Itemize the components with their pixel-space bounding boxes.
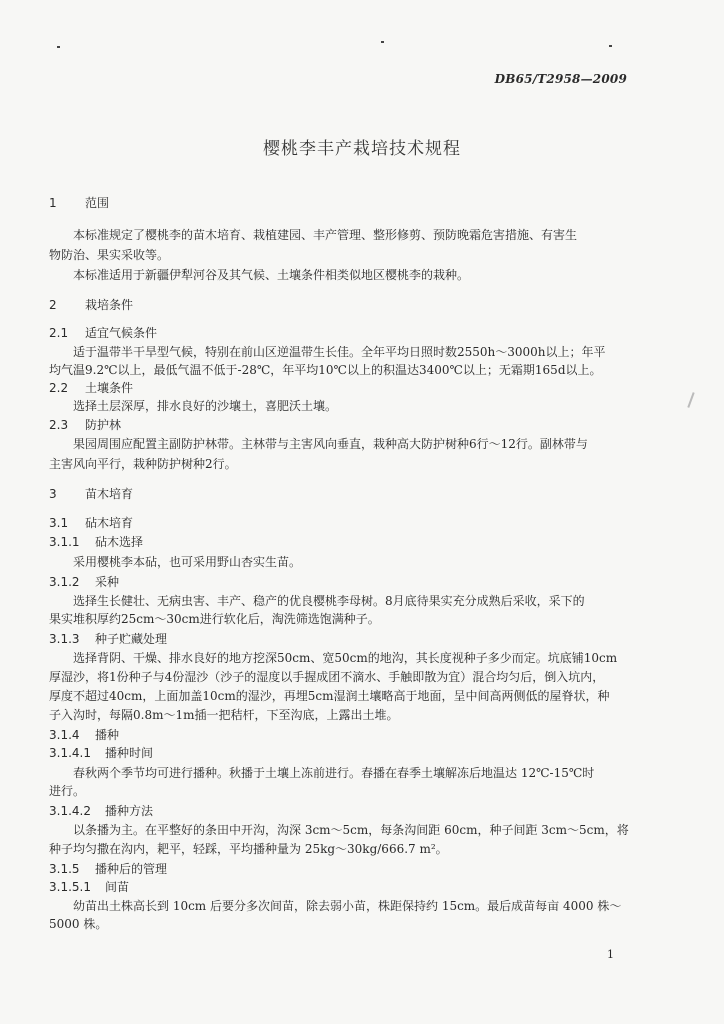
scan-speck <box>381 41 384 43</box>
paragraph-line: 5000 株。 <box>49 917 108 931</box>
paragraph-line: 选择背阴、干燥、排水良好的地方挖深50cm、宽50cm的地沟，其长度视种子多少而定。坑底铺10cm <box>73 651 618 665</box>
paragraph-line: 均气温9.2℃以上，最低气温不低于-28℃，年平均10℃以上的积温达3400℃以上；无霜期165d以上。 <box>49 363 602 377</box>
subsection-heading: 3.1.3 种子贮藏处理 <box>49 632 168 646</box>
paragraph-line: 果园周围应配置主副防护林带。主林带与主害风向垂直，栽种高大防护树种6行～12行。副林带与 <box>73 437 588 451</box>
paragraph-line: 本标准规定了樱桃李的苗木培育、栽植建园、丰产管理、整形修剪、预防晚霜危害措施、有害生 <box>73 228 578 242</box>
paragraph-line: 本标准适用于新疆伊犁河谷及其气候、土壤条件相类似地区樱桃李的栽种。 <box>73 268 470 282</box>
subsection-heading: 2.1 适宜气候条件 <box>49 326 158 340</box>
paragraph-line: 种子均匀撒在沟内，耙平，轻踩，平均播种量为 25kg～30kg/666.7 m²。 <box>49 842 448 856</box>
standard-code: DB65/T2958—2009 <box>494 72 627 86</box>
subsection-heading: 2.3 防护林 <box>49 418 122 432</box>
subsection-heading: 2.2 土壤条件 <box>49 381 134 395</box>
paragraph-line: 物防治、果实采收等。 <box>49 248 170 262</box>
scan-mark <box>687 392 694 408</box>
paragraph-line: 春秋两个季节均可进行播种。秋播于土壤上冻前进行。春播在春季土壤解冻后地温达 12℃-15℃时 <box>73 766 595 780</box>
subsection-heading: 3.1.5.1 间苗 <box>49 880 130 894</box>
scan-speck <box>57 46 60 48</box>
section-heading: 1 范围 <box>49 196 110 210</box>
paragraph-line: 果实堆积厚约25cm～30cm进行软化后，淘洗筛选饱满种子。 <box>49 612 380 626</box>
scan-speck <box>609 45 612 47</box>
subsection-heading: 3.1.1 砧木选择 <box>49 535 144 549</box>
subsection-heading: 3.1 砧木培育 <box>49 516 134 530</box>
paragraph-line: 厚湿沙，将1份种子与4份湿沙（沙子的湿度以手握成团不滴水、手触即散为宜）混合均匀后，倒入坑内， <box>49 670 605 684</box>
paragraph-line: 选择生长健壮、无病虫害、丰产、稳产的优良樱桃李母树。8月底待果实充分成熟后采收，采下的 <box>73 594 585 608</box>
paragraph-line: 以条播为主。在平整好的条田中开沟，沟深 3cm～5cm，每条沟间距 60cm，种子间距 3cm～5cm，将 <box>73 823 629 837</box>
paragraph-line: 子入沟时，每隔0.8m～1m插一把秸杆，下至沟底，上露出土堆。 <box>49 708 399 722</box>
subsection-heading: 3.1.4.1 播种时间 <box>49 746 154 760</box>
section-heading: 2 栽培条件 <box>49 298 134 312</box>
paragraph-line: 厚度不超过40cm，上面加盖10cm的湿沙，再埋5cm湿润土壤略高于地面，呈中间高两侧低的屋脊状，种 <box>49 689 610 703</box>
document-title: 樱桃李丰产栽培技术规程 <box>263 139 461 159</box>
section-heading: 3 苗木培育 <box>49 487 134 501</box>
subsection-heading: 3.1.2 采种 <box>49 575 120 589</box>
subsection-heading: 3.1.5 播种后的管理 <box>49 862 168 876</box>
paragraph-line: 幼苗出土株高长到 10cm 后要分多次间苗，除去弱小苗，株距保持约 15cm。最后成苗每亩 4000 株～ <box>73 899 622 913</box>
paragraph-line: 适于温带半干旱型气候，特别在前山区逆温带生长佳。全年平均日照时数2550h～3000h以上；年平 <box>73 345 606 359</box>
subsection-heading: 3.1.4.2 播种方法 <box>49 804 154 818</box>
subsection-heading: 3.1.4 播种 <box>49 728 120 742</box>
page-number: 1 <box>607 948 614 961</box>
paragraph-line: 主害风向平行，栽种防护树种2行。 <box>49 457 237 471</box>
paragraph-line: 采用樱桃李本砧，也可采用野山杏实生苗。 <box>73 555 302 569</box>
paragraph-line: 选择土层深厚，排水良好的沙壤土，喜肥沃土壤。 <box>73 399 338 413</box>
paragraph-line: 进行。 <box>49 784 86 798</box>
